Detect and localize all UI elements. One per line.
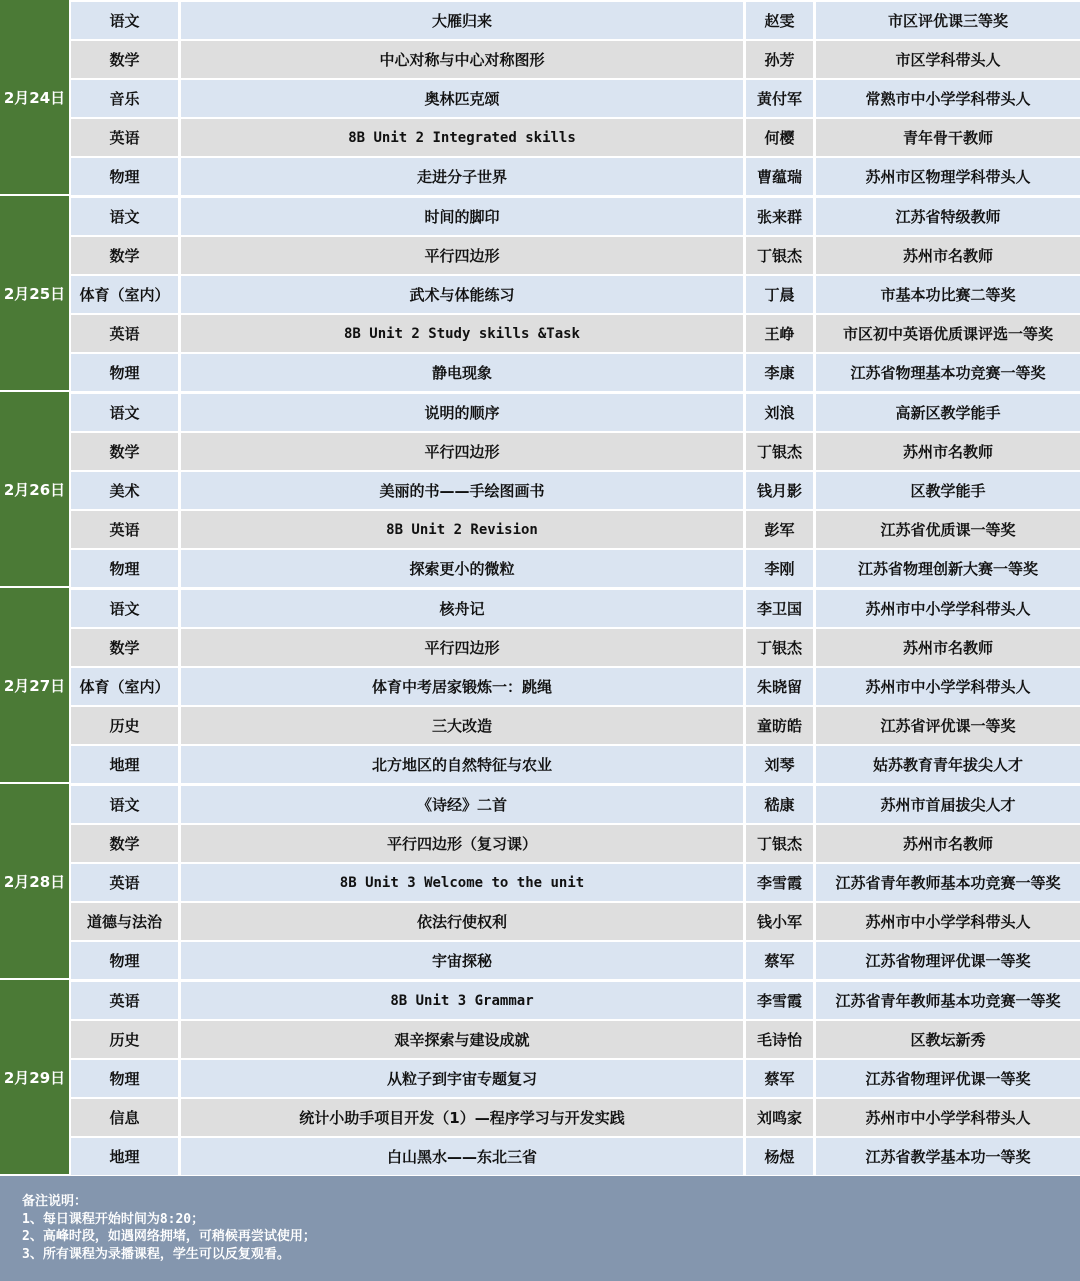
table-row xyxy=(71,746,1080,783)
table-row xyxy=(71,315,1080,352)
subject-cell: 数学 xyxy=(71,629,178,666)
table-row xyxy=(71,2,1080,39)
notes-title: 备注说明： xyxy=(22,1194,88,1209)
subject-cell: 物理 xyxy=(71,550,178,587)
table-row xyxy=(71,41,1080,78)
table-row xyxy=(71,472,1080,509)
day-block xyxy=(0,784,1080,978)
award-cell: 苏州市区物理学科带头人 xyxy=(816,158,1080,195)
subject-cell: 体育（室内） xyxy=(71,668,178,705)
day-block xyxy=(0,196,1080,390)
table-row xyxy=(71,511,1080,548)
table-row xyxy=(71,1060,1080,1097)
subject-cell: 物理 xyxy=(71,158,178,195)
teacher-cell: 蔡军 xyxy=(746,942,813,979)
teacher-cell: 曹蕴瑞 xyxy=(746,158,813,195)
teacher-cell: 赵雯 xyxy=(746,2,813,39)
award-cell: 姑苏教育青年拔尖人才 xyxy=(816,746,1080,783)
topic-cell: 三大改造 xyxy=(181,707,743,744)
table-row xyxy=(71,394,1080,431)
teacher-cell: 丁晨 xyxy=(746,276,813,313)
topic-cell: 武术与体能练习 xyxy=(181,276,743,313)
topic-cell: 时间的脚印 xyxy=(181,198,743,235)
award-cell: 区教学能手 xyxy=(816,472,1080,509)
topic-cell: 美丽的书——手绘图画书 xyxy=(181,472,743,509)
teacher-cell: 朱晓留 xyxy=(746,668,813,705)
teacher-cell: 李卫国 xyxy=(746,590,813,627)
award-cell: 青年骨干教师 xyxy=(816,119,1080,156)
award-cell: 苏州市名教师 xyxy=(816,629,1080,666)
table-row xyxy=(71,80,1080,117)
subject-cell: 数学 xyxy=(71,237,178,274)
award-cell: 市基本功比赛二等奖 xyxy=(816,276,1080,313)
teacher-cell: 王峥 xyxy=(746,315,813,352)
table-row xyxy=(71,198,1080,235)
subject-cell: 音乐 xyxy=(71,80,178,117)
subject-cell: 物理 xyxy=(71,1060,178,1097)
award-cell: 江苏省评优课一等奖 xyxy=(816,707,1080,744)
subject-cell: 英语 xyxy=(71,511,178,548)
award-cell: 市区评优课三等奖 xyxy=(816,2,1080,39)
topic-cell: 依法行使权利 xyxy=(181,903,743,940)
notes-panel xyxy=(0,1176,1080,1281)
topic-cell: 白山黑水——东北三省 xyxy=(181,1138,743,1175)
subject-cell: 数学 xyxy=(71,41,178,78)
subject-cell: 物理 xyxy=(71,942,178,979)
award-cell: 苏州市名教师 xyxy=(816,237,1080,274)
table-row xyxy=(71,942,1080,979)
subject-cell: 道德与法治 xyxy=(71,903,178,940)
topic-cell: 8B Unit 3 Welcome to the unit xyxy=(181,864,743,901)
teacher-cell: 李刚 xyxy=(746,550,813,587)
topic-cell: 说明的顺序 xyxy=(181,394,743,431)
topic-cell: 走进分子世界 xyxy=(181,158,743,195)
subject-cell: 英语 xyxy=(71,864,178,901)
notes-line-3: 3、所有课程为录播课程，学生可以反复观看。 xyxy=(22,1246,290,1262)
award-cell: 区教坛新秀 xyxy=(816,1021,1080,1058)
topic-cell: 平行四边形 xyxy=(181,433,743,470)
award-cell: 江苏省优质课一等奖 xyxy=(816,511,1080,548)
date-cell: 2月27日 xyxy=(0,588,69,782)
topic-cell: 体育中考居家锻炼一：跳绳 xyxy=(181,668,743,705)
topic-cell: 8B Unit 2 Revision xyxy=(181,511,743,548)
teacher-cell: 丁银杰 xyxy=(746,629,813,666)
award-cell: 苏州市中小学学科带头人 xyxy=(816,668,1080,705)
award-cell: 苏州市中小学学科带头人 xyxy=(816,590,1080,627)
topic-cell: 从粒子到宇宙专题复习 xyxy=(181,1060,743,1097)
date-cell: 2月26日 xyxy=(0,392,69,586)
award-cell: 苏州市名教师 xyxy=(816,825,1080,862)
table-row xyxy=(71,825,1080,862)
topic-cell: 平行四边形 xyxy=(181,629,743,666)
teacher-cell: 刘鸣家 xyxy=(746,1099,813,1136)
table-row xyxy=(71,864,1080,901)
topic-cell: 《诗经》二首 xyxy=(181,786,743,823)
teacher-cell: 刘琴 xyxy=(746,746,813,783)
subject-cell: 历史 xyxy=(71,707,178,744)
teacher-cell: 丁银杰 xyxy=(746,433,813,470)
topic-cell: 核舟记 xyxy=(181,590,743,627)
teacher-cell: 何樱 xyxy=(746,119,813,156)
award-cell: 苏州市名教师 xyxy=(816,433,1080,470)
topic-cell: 8B Unit 2 Study skills &Task xyxy=(181,315,743,352)
award-cell: 江苏省物理基本功竞赛一等奖 xyxy=(816,354,1080,391)
teacher-cell: 孙芳 xyxy=(746,41,813,78)
subject-cell: 信息 xyxy=(71,1099,178,1136)
subject-cell: 英语 xyxy=(71,119,178,156)
award-cell: 江苏省特级教师 xyxy=(816,198,1080,235)
subject-cell: 语文 xyxy=(71,394,178,431)
subject-cell: 英语 xyxy=(71,982,178,1019)
subject-cell: 语文 xyxy=(71,590,178,627)
teacher-cell: 李雪霞 xyxy=(746,982,813,1019)
table-row xyxy=(71,629,1080,666)
table-row xyxy=(71,707,1080,744)
table-row xyxy=(71,354,1080,391)
table-row xyxy=(71,550,1080,587)
subject-cell: 体育（室内） xyxy=(71,276,178,313)
table-row xyxy=(71,1138,1080,1175)
teacher-cell: 黄付军 xyxy=(746,80,813,117)
teacher-cell: 蔡军 xyxy=(746,1060,813,1097)
award-cell: 江苏省青年教师基本功竞赛一等奖 xyxy=(816,982,1080,1019)
topic-cell: 中心对称与中心对称图形 xyxy=(181,41,743,78)
topic-cell: 艰辛探索与建设成就 xyxy=(181,1021,743,1058)
subject-cell: 数学 xyxy=(71,825,178,862)
table-row xyxy=(71,1021,1080,1058)
date-cell: 2月24日 xyxy=(0,0,69,194)
teacher-cell: 毛诗怡 xyxy=(746,1021,813,1058)
day-block xyxy=(0,0,1080,194)
teacher-cell: 钱月影 xyxy=(746,472,813,509)
subject-cell: 地理 xyxy=(71,746,178,783)
topic-cell: 平行四边形 xyxy=(181,237,743,274)
subject-cell: 历史 xyxy=(71,1021,178,1058)
award-cell: 市区学科带头人 xyxy=(816,41,1080,78)
notes-line-2: 2、高峰时段，如遇网络拥堵，可稍候再尝试使用； xyxy=(22,1229,316,1244)
award-cell: 江苏省物理评优课一等奖 xyxy=(816,942,1080,979)
teacher-cell: 杨煜 xyxy=(746,1138,813,1175)
topic-cell: 奥林匹克颂 xyxy=(181,80,743,117)
topic-cell: 静电现象 xyxy=(181,354,743,391)
topic-cell: 宇宙探秘 xyxy=(181,942,743,979)
teacher-cell: 嵇康 xyxy=(746,786,813,823)
subject-cell: 语文 xyxy=(71,2,178,39)
subject-cell: 地理 xyxy=(71,1138,178,1175)
teacher-cell: 李康 xyxy=(746,354,813,391)
day-block xyxy=(0,392,1080,586)
subject-cell: 数学 xyxy=(71,433,178,470)
topic-cell: 探索更小的微粒 xyxy=(181,550,743,587)
date-cell: 2月28日 xyxy=(0,784,69,978)
teacher-cell: 彭军 xyxy=(746,511,813,548)
table-row xyxy=(71,590,1080,627)
table-row xyxy=(71,786,1080,823)
award-cell: 江苏省青年教师基本功竞赛一等奖 xyxy=(816,864,1080,901)
award-cell: 苏州市中小学学科带头人 xyxy=(816,1099,1080,1136)
subject-cell: 物理 xyxy=(71,354,178,391)
award-cell: 江苏省物理创新大赛一等奖 xyxy=(816,550,1080,587)
table-row xyxy=(71,119,1080,156)
table-row xyxy=(71,1099,1080,1136)
subject-cell: 语文 xyxy=(71,786,178,823)
table-row xyxy=(71,276,1080,313)
date-cell: 2月25日 xyxy=(0,196,69,390)
teacher-cell: 张来群 xyxy=(746,198,813,235)
day-block xyxy=(0,588,1080,782)
notes-line-1: 1、每日课程开始时间为8:20； xyxy=(22,1211,205,1227)
table-row xyxy=(71,433,1080,470)
teacher-cell: 钱小军 xyxy=(746,903,813,940)
teacher-cell: 童昉皓 xyxy=(746,707,813,744)
teacher-cell: 丁银杰 xyxy=(746,237,813,274)
award-cell: 苏州市中小学学科带头人 xyxy=(816,903,1080,940)
award-cell: 市区初中英语优质课评选一等奖 xyxy=(816,315,1080,352)
award-cell: 苏州市首届拔尖人才 xyxy=(816,786,1080,823)
day-block xyxy=(0,980,1080,1174)
award-cell: 高新区教学能手 xyxy=(816,394,1080,431)
table-row xyxy=(71,668,1080,705)
topic-cell: 统计小助手项目开发（1）—程序学习与开发实践 xyxy=(181,1099,743,1136)
topic-cell: 8B Unit 3 Grammar xyxy=(181,982,743,1019)
topic-cell: 大雁归来 xyxy=(181,2,743,39)
award-cell: 江苏省教学基本功一等奖 xyxy=(816,1138,1080,1175)
table-row xyxy=(71,982,1080,1019)
table-row xyxy=(71,237,1080,274)
subject-cell: 语文 xyxy=(71,198,178,235)
topic-cell: 8B Unit 2 Integrated skills xyxy=(181,119,743,156)
award-cell: 常熟市中小学学科带头人 xyxy=(816,80,1080,117)
topic-cell: 北方地区的自然特征与农业 xyxy=(181,746,743,783)
teacher-cell: 李雪霞 xyxy=(746,864,813,901)
award-cell: 江苏省物理评优课一等奖 xyxy=(816,1060,1080,1097)
date-cell: 2月29日 xyxy=(0,980,69,1174)
topic-cell: 平行四边形（复习课） xyxy=(181,825,743,862)
subject-cell: 英语 xyxy=(71,315,178,352)
subject-cell: 美术 xyxy=(71,472,178,509)
teacher-cell: 丁银杰 xyxy=(746,825,813,862)
table-row xyxy=(71,903,1080,940)
teacher-cell: 刘浪 xyxy=(746,394,813,431)
table-row xyxy=(71,158,1080,195)
